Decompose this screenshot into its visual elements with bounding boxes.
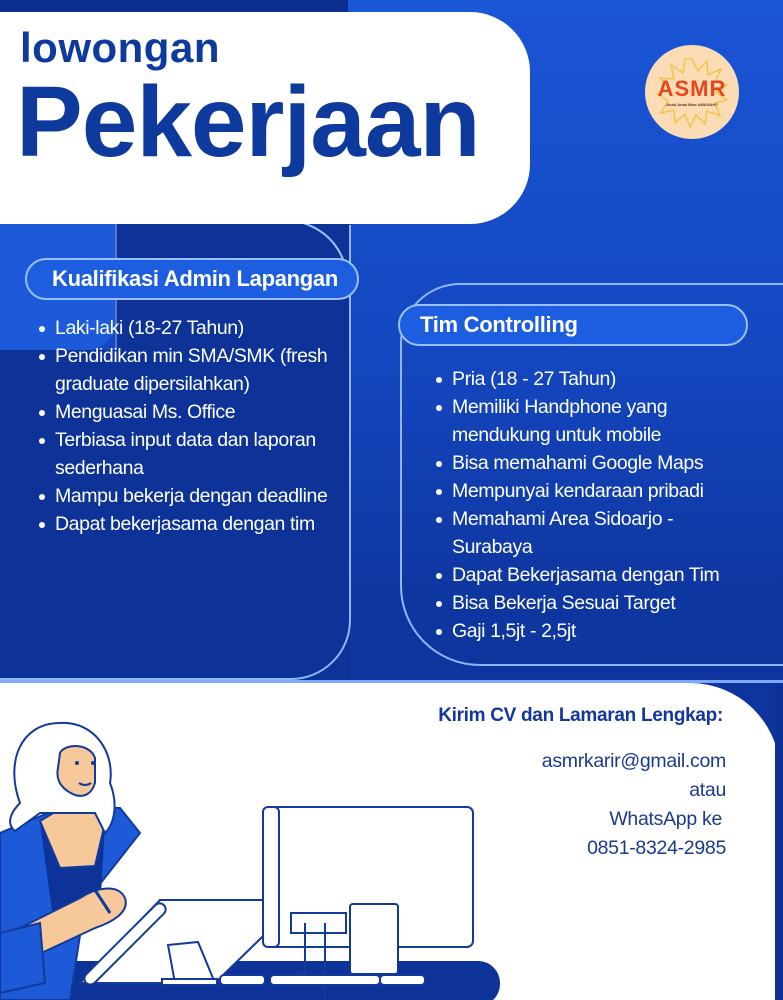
list-item: Pendidikan min SMA/SMK (fresh graduate dipersilahkan) [38, 342, 338, 398]
list-item: Dapat bekerjasama dengan tim [38, 510, 338, 538]
list-item: Memahami Area Sidoarjo - Surabaya [435, 505, 705, 561]
asmr-logo [645, 45, 739, 139]
email-link[interactable]: asmrkarir@gmail.com [541, 750, 726, 772]
list-item: Terbiasa input data dan laporan sederhana [38, 426, 338, 482]
title-small: lowongan [20, 24, 220, 71]
list-item: Dapat Bekerjasama dengan Tim [435, 561, 775, 589]
admin-lapangan-qualifications [38, 314, 338, 538]
pc-tower-icon [350, 904, 398, 974]
whatsapp-label: WhatsApp ke [609, 808, 722, 830]
section-title-tim-controlling [398, 304, 748, 346]
woman-at-desk-illustration [0, 683, 560, 1000]
list-item: Bisa Bekerja Sesuai Target [435, 589, 775, 617]
list-item: Memiliki Handphone yang mendukung untuk mobile [435, 393, 680, 449]
section-title-admin-lapangan [25, 258, 359, 300]
list-item: Mempunyai kendaraan pribadi [435, 477, 775, 505]
contact-title: Kirim CV dan Lamaran Lengkap: [438, 705, 723, 726]
list-item: Bisa memahami Google Maps [435, 449, 775, 477]
logo-text: ASMR [657, 75, 727, 101]
decor-edge [775, 683, 783, 1000]
phone-link[interactable]: 0851-8324-2985 [587, 837, 726, 859]
section-title-text: Kualifikasi Admin Lapangan [52, 266, 338, 291]
list-item: Pria (18 - 27 Tahun) [435, 365, 775, 393]
page-title: Pekerjaan [16, 66, 480, 178]
list-item: Mampu bekerja dengan deadline [38, 482, 338, 510]
list-item: Menguasai Ms. Office [38, 398, 338, 426]
or-text: atau [689, 779, 726, 801]
contact-info [542, 747, 726, 863]
list-item: Gaji 1,5jt - 2,5jt [435, 617, 775, 645]
face [57, 746, 95, 796]
logo-tagline: Anak-Anak Bisa AMANAH? [666, 101, 718, 107]
list-item: Laki-laki (18-27 Tahun) [38, 314, 338, 342]
tim-controlling-qualifications [435, 365, 775, 645]
section-title-text: Tim Controlling [420, 312, 578, 337]
